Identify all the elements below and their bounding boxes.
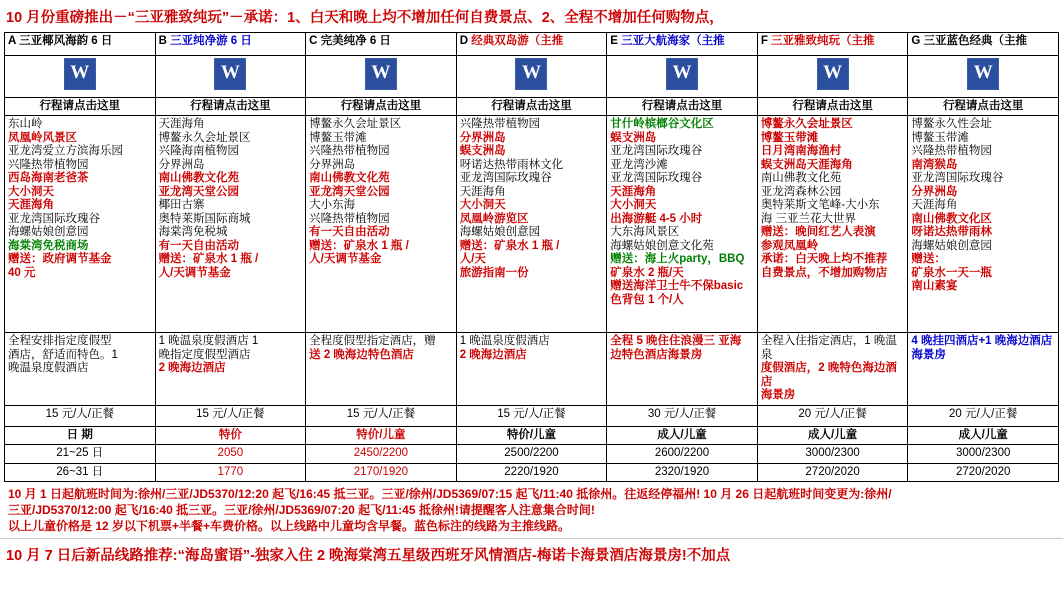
logo-cell-1 <box>155 56 306 98</box>
itinerary-line: 兴隆热带植物园 <box>309 212 390 225</box>
click-link-5[interactable]: 行程请点击这里 <box>757 97 908 116</box>
column-header-2 <box>306 33 457 56</box>
table-header-row <box>5 33 1059 56</box>
hotel-cell <box>908 333 1059 406</box>
meal-cell: 30 元/人/正餐 <box>607 405 758 426</box>
itinerary-line: 西岛海南老爸茶 <box>8 172 89 184</box>
meal-row <box>5 405 1059 426</box>
itinerary-line: 奥特莱斯国际商城 <box>158 212 251 225</box>
click-link-0[interactable]: 行程请点击这里 <box>5 97 156 116</box>
price-header-row <box>5 426 1059 445</box>
itinerary-line: 亚龙湾国际玫瑰谷 <box>459 172 552 184</box>
itinerary-line: 赠送：海上火party，BBQ <box>610 253 745 265</box>
bottom-promo-banner: 10 月 7 日后新品线路推荐:“海岛蜜语”-独家入住 2 晚海棠湾五星级西班牙风情酒店-梅诺卡海景酒店海景房!不加点 <box>0 538 1063 569</box>
hotel-line: 全程入住指定酒店，1 晚温泉 <box>760 335 897 361</box>
itinerary-line: 天涯海角 <box>459 185 506 198</box>
itinerary-line: 色背包 1 个/人 <box>610 293 684 306</box>
itinerary-line: 赠送海洋卫士牛不保basic <box>610 280 744 292</box>
hotel-line: 海景房 <box>760 389 796 401</box>
price-header: 成人/儿童 <box>908 426 1059 445</box>
itinerary-line: 海螺姑娘创意园 <box>8 226 89 238</box>
hotel-line: 度假酒店，2 晚特色海边酒店 <box>760 362 897 388</box>
itinerary-row <box>5 116 1059 333</box>
itinerary-line: 人/天调节基金 <box>309 253 382 265</box>
hotel-line: 1 晚温泉度假酒店 <box>459 335 550 347</box>
itinerary-line: 有一天自由活动 <box>158 239 240 252</box>
price-row-1 <box>5 445 1059 464</box>
itinerary-cell <box>5 116 156 333</box>
word-doc-glyph: W <box>516 59 546 89</box>
flight-notes <box>0 482 1063 536</box>
price-header: 特价/儿童 <box>456 426 607 445</box>
itinerary-line: 赠送：矿泉水 1 瓶 / <box>309 239 409 252</box>
itinerary-line: 南山佛教文化区 <box>911 212 992 225</box>
itinerary-line: 自费景点，不增加购物店 <box>760 266 888 279</box>
word-doc-glyph: W <box>366 59 396 89</box>
itinerary-line: 兴隆热带植物园 <box>459 118 541 130</box>
logo-cell-6 <box>908 56 1059 98</box>
column-title-3: 经典双岛游（主推 <box>471 35 564 47</box>
itinerary-line: 参观凤凰岭 <box>760 239 819 252</box>
column-letter-1: B <box>158 35 167 47</box>
itinerary-line: 亚龙湾天堂公园 <box>309 185 390 198</box>
note-line: 以上儿童价格是 12 岁以下机票+半餐+车费价格。以上线路中儿童均含早餐。蓝色标注的线路为主推线路。 <box>8 519 571 533</box>
itinerary-line: 南山佛教文化苑 <box>760 172 842 184</box>
column-header-0 <box>5 33 156 56</box>
itinerary-line: 赠送：矿泉水 1 瓶 / <box>459 239 560 252</box>
word-doc-glyph: W <box>65 59 95 89</box>
itinerary-line: 大小东海 <box>309 199 356 211</box>
itinerary-line: 大小洞天 <box>8 185 54 198</box>
word-doc-icon[interactable] <box>515 58 547 90</box>
itinerary-cell <box>155 116 306 333</box>
click-link-1[interactable]: 行程请点击这里 <box>155 97 306 116</box>
hotel-line: 晚温泉度假酒店 <box>8 362 89 374</box>
itinerary-line: 赠送：矿泉水 1 瓶 / <box>158 253 259 265</box>
note-line: 三亚/JD5370/12:00 起飞/16:40 抵三亚。三亚/徐州/JD5369/07:20 起飞/11:45 抵徐州!请提醒客人注意集合时间! <box>8 503 595 517</box>
price-cell: 2220/1920 <box>456 463 607 482</box>
itinerary-line: 大小洞天 <box>610 199 657 211</box>
itinerary-cell <box>306 116 457 333</box>
itinerary-line: 承诺：白天晚上均不推荐 <box>760 253 888 265</box>
itinerary-line: 呀诺达热带雨林文化 <box>459 158 564 171</box>
itinerary-line: 亚龙湾天堂公园 <box>158 185 240 198</box>
price-row-label: 26~31 日 <box>5 463 156 482</box>
price-row-2 <box>5 463 1059 482</box>
itinerary-line: 海棠湾免税城 <box>158 226 228 238</box>
click-row <box>5 97 1059 116</box>
itinerary-line: 出海游艇 4-5 小时 <box>610 212 703 225</box>
itinerary-line: 天涯海角 <box>158 118 205 130</box>
itinerary-line: 人/天调节基金 <box>158 266 231 279</box>
price-cell: 1770 <box>155 463 306 482</box>
itinerary-line: 海螺姑娘创意园 <box>459 226 541 238</box>
hotel-line: 2 晚海边酒店 <box>459 348 527 361</box>
price-cell: 2720/2020 <box>757 463 908 482</box>
itinerary-line: 大东海风景区 <box>610 226 680 238</box>
meal-cell: 15 元/人/正餐 <box>456 405 607 426</box>
column-header-3 <box>456 33 607 56</box>
column-letter-5: F <box>760 35 768 47</box>
itinerary-line: 兴隆海南植物园 <box>158 145 240 157</box>
click-link-2[interactable]: 行程请点击这里 <box>306 97 457 116</box>
hotel-line: 晚指定度假型酒店 <box>158 348 251 361</box>
itinerary-line: 亚龙湾沙滩 <box>610 158 668 171</box>
itinerary-line: 亚龙湾森林公园 <box>760 185 842 198</box>
column-header-1 <box>155 33 306 56</box>
itinerary-line: 南山佛教文化苑 <box>158 172 240 184</box>
word-doc-icon[interactable] <box>365 58 397 90</box>
itinerary-line: 亚龙湾国际玫瑰谷 <box>610 145 703 157</box>
column-title-0: 三亚椰风海韵 6 日 <box>19 35 113 47</box>
itinerary-line: 海螺姑娘创意园 <box>911 239 992 252</box>
click-link-6[interactable]: 行程请点击这里 <box>908 97 1059 116</box>
product-table <box>4 32 1059 482</box>
hotel-line: 送 2 晚海边特色酒店 <box>309 348 414 361</box>
itinerary-line: 博鳌永久性会址 <box>911 118 992 130</box>
itinerary-line: 赠送：政府调节基金 <box>8 253 112 265</box>
itinerary-line: 天涯海角 <box>8 199 54 211</box>
hotel-line: 1 晚温泉度假酒店 1 <box>158 335 259 347</box>
itinerary-line: 大小洞天 <box>459 199 506 211</box>
itinerary-line: 人/天 <box>459 253 486 265</box>
hotel-cell <box>306 333 457 406</box>
itinerary-line: 赠送：晚间红艺人表演 <box>760 226 876 238</box>
itinerary-cell <box>757 116 908 333</box>
column-header-6 <box>908 33 1059 56</box>
column-title-2: 完美纯净 6 日 <box>320 35 391 47</box>
itinerary-line: 亚龙湾国际玫瑰谷 <box>8 212 100 225</box>
itinerary-line: 矿泉水 2 瓶/天 <box>610 266 684 279</box>
itinerary-line: 呀诺达热带雨林 <box>911 226 992 238</box>
hotel-cell <box>757 333 908 406</box>
price-cell: 2600/2200 <box>607 445 758 464</box>
price-header: 成人/儿童 <box>607 426 758 445</box>
note-line: 10 月 1 日起航班时间为:徐州/三亚/JD5370/12:20 起飞/16:45 抵三亚。三亚/徐州/JD5369/07:15 起飞/11:40 抵徐州。往返经停福州! 10 月 26 日起航班时间变更为:徐州/ <box>8 487 892 501</box>
meal-cell: 20 元/人/正餐 <box>908 405 1059 426</box>
column-letter-6: G <box>911 35 921 47</box>
column-title-6: 三亚蓝色经典（主推 <box>923 35 1028 47</box>
logo-cell-0 <box>5 56 156 98</box>
hotel-cell <box>5 333 156 406</box>
word-doc-icon[interactable] <box>214 58 246 90</box>
itinerary-line: 博鳌玉带滩 <box>760 131 819 144</box>
hotel-line: 全程 5 晚住住浪漫三 亚海 <box>610 335 742 347</box>
hotel-cell <box>155 333 306 406</box>
click-link-3[interactable]: 行程请点击这里 <box>456 97 607 116</box>
column-title-5: 三亚雅致纯玩（主推 <box>771 35 875 47</box>
itinerary-line: 博鳌永久会址景区 <box>309 118 402 130</box>
column-header-5 <box>757 33 908 56</box>
itinerary-line: 海螺姑娘创意文化苑 <box>610 239 714 252</box>
hotel-row <box>5 333 1059 406</box>
itinerary-line: 分界洲岛 <box>911 185 958 198</box>
click-link-4[interactable]: 行程请点击这里 <box>607 97 758 116</box>
itinerary-line: 奥特莱斯文笔峰-大小东 <box>760 199 880 211</box>
hotel-line: 酒店，舒适而特色。1 <box>8 348 118 361</box>
itinerary-line: 旅游指南一份 <box>459 266 529 279</box>
word-doc-icon[interactable] <box>666 58 698 90</box>
word-doc-glyph: W <box>215 59 245 89</box>
itinerary-line: 凤凰岭游览区 <box>459 212 529 225</box>
itinerary-line: 南湾猴岛 <box>911 158 958 171</box>
itinerary-line: 天涯海角 <box>610 185 657 198</box>
column-letter-0: A <box>8 35 16 47</box>
itinerary-line: 甘什岭槟榔谷文化区 <box>610 118 714 130</box>
column-title-4: 三亚大航海家（主推 <box>621 35 725 47</box>
price-cell: 2050 <box>155 445 306 464</box>
itinerary-line: 博鳌玉带滩 <box>309 131 367 144</box>
itinerary-line: 凤凰岭风景区 <box>8 131 77 144</box>
itinerary-line: 亚龙湾爱立方滨海乐园 <box>8 145 123 157</box>
itinerary-line: 博鳌永久会址景区 <box>760 118 853 130</box>
meal-cell: 20 元/人/正餐 <box>757 405 908 426</box>
itinerary-cell <box>456 116 607 333</box>
logo-cell-5 <box>757 56 908 98</box>
itinerary-cell <box>908 116 1059 333</box>
itinerary-line: 南山素宴 <box>911 280 958 292</box>
logo-cell-4 <box>607 56 758 98</box>
itinerary-line: 亚龙湾国际玫瑰谷 <box>610 172 703 184</box>
column-header-4 <box>607 33 758 56</box>
itinerary-line: 蜈支洲岛天涯海角 <box>760 158 853 171</box>
column-letter-2: C <box>309 35 318 47</box>
logo-cell-3 <box>456 56 607 98</box>
word-doc-glyph: W <box>818 59 848 89</box>
itinerary-cell <box>607 116 758 333</box>
word-doc-icon[interactable] <box>817 58 849 90</box>
hotel-line: 全程度假型指定酒店，赠 <box>309 335 436 347</box>
itinerary-line: 海 三亚兰花大世界 <box>760 212 857 225</box>
itinerary-line: 兴隆热带植物园 <box>911 145 992 157</box>
hotel-cell <box>607 333 758 406</box>
hotel-line: 海景房 <box>911 348 946 361</box>
price-cell: 3000/2300 <box>908 445 1059 464</box>
column-letter-4: E <box>610 35 618 47</box>
top-promo-banner: 10 月份重磅推出－“三亚雅致纯玩”－承诺：1、白天和晚上均不增加任何自费景点、2、全程不增加任何购物点， <box>6 10 724 26</box>
hotel-line: 边特色酒店海景房 <box>610 348 703 361</box>
word-doc-glyph: W <box>968 59 998 89</box>
price-cell: 2320/1920 <box>607 463 758 482</box>
hotel-line: 全程安排指定度假型 <box>8 335 112 347</box>
price-cell: 2170/1920 <box>306 463 457 482</box>
column-title-1: 三亚纯净游 6 日 <box>170 35 252 47</box>
price-row-label: 21~25 日 <box>5 445 156 464</box>
price-cell: 3000/2300 <box>757 445 908 464</box>
itinerary-line: 赠送： <box>911 253 946 265</box>
price-header: 成人/儿童 <box>757 426 908 445</box>
itinerary-line: 兴隆热带植物园 <box>309 145 390 157</box>
word-doc-icon[interactable] <box>967 58 999 90</box>
itinerary-line: 蜈支洲岛 <box>459 145 506 157</box>
itinerary-line: 分界洲岛 <box>459 131 506 144</box>
itinerary-line: 天涯海角 <box>911 199 958 211</box>
logo-row <box>5 56 1059 98</box>
meal-cell: 15 元/人/正餐 <box>155 405 306 426</box>
itinerary-line: 海棠湾免税商场 <box>8 239 89 252</box>
logo-cell-2 <box>306 56 457 98</box>
price-cell: 2720/2020 <box>908 463 1059 482</box>
price-header: 特价 <box>155 426 306 445</box>
itinerary-line: 博鳌玉带滩 <box>911 131 969 144</box>
itinerary-line: 兴隆热带植物园 <box>8 158 89 171</box>
price-cell: 2500/2200 <box>456 445 607 464</box>
meal-cell: 15 元/人/正餐 <box>306 405 457 426</box>
price-cell: 2450/2200 <box>306 445 457 464</box>
word-doc-icon[interactable] <box>64 58 96 90</box>
itinerary-line: 椰田古寨 <box>158 199 205 211</box>
itinerary-line: 矿泉水一天一瓶 <box>911 266 992 279</box>
itinerary-line: 东山岭 <box>8 118 43 130</box>
price-date-header: 日 期 <box>5 426 156 445</box>
itinerary-line: 蜈支洲岛 <box>610 131 657 144</box>
hotel-line: 2 晚海边酒店 <box>158 362 226 374</box>
price-header: 特价/儿童 <box>306 426 457 445</box>
itinerary-line: 分界洲岛 <box>309 158 356 171</box>
itinerary-line: 40 元 <box>8 266 36 279</box>
itinerary-line: 日月湾南海渔村 <box>760 145 842 157</box>
column-letter-3: D <box>459 35 468 47</box>
itinerary-line: 博鳌永久会址景区 <box>158 131 251 144</box>
hotel-cell <box>456 333 607 406</box>
hotel-line: 4 晚挂四酒店+1 晚海边酒店 <box>911 335 1053 347</box>
itinerary-line: 亚龙湾国际玫瑰谷 <box>911 172 1004 184</box>
meal-cell: 15 元/人/正餐 <box>5 405 156 426</box>
itinerary-line: 南山佛教文化苑 <box>309 172 390 184</box>
itinerary-line: 有一天自由活动 <box>309 226 390 238</box>
itinerary-line: 分界洲岛 <box>158 158 205 171</box>
word-doc-glyph: W <box>667 59 697 89</box>
